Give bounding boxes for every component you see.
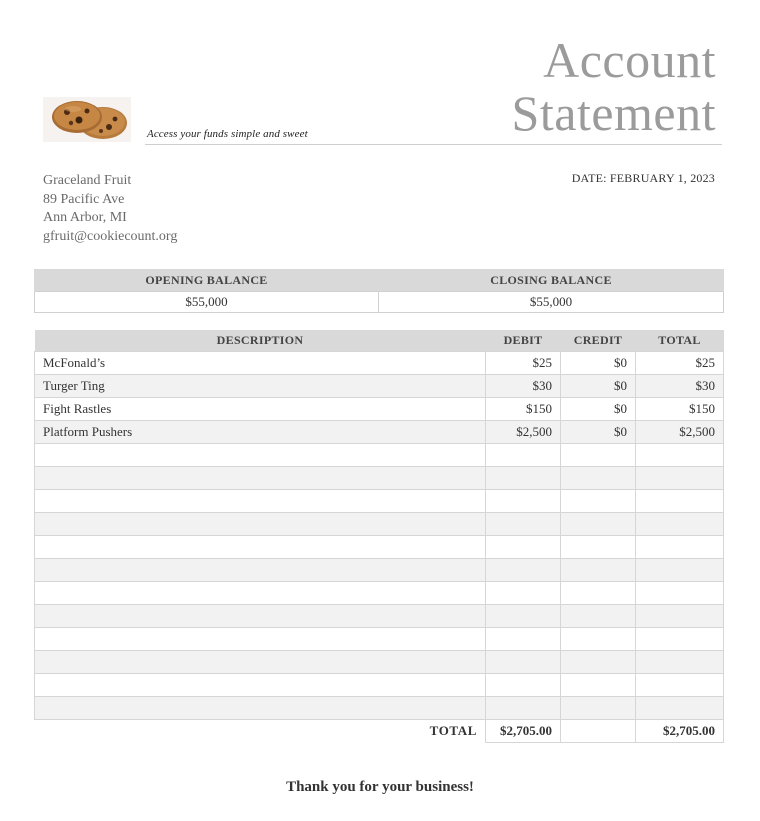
table-row: [35, 605, 724, 628]
row-total: [636, 651, 724, 674]
table-row: [35, 375, 724, 398]
page-title-line2: Statement: [511, 85, 716, 141]
customer-email: gfruit@cookiecount.org: [43, 229, 178, 245]
row-debit: [486, 536, 561, 559]
row-debit: $150: [486, 398, 561, 421]
row-description: Fight Rastles: [35, 398, 486, 421]
row-description: [35, 674, 486, 697]
row-debit: [486, 444, 561, 467]
row-description: [35, 513, 486, 536]
table-row: [35, 467, 724, 490]
row-total: $25: [636, 352, 724, 375]
statement-date: DATE: FEBRUARY 1, 2023: [571, 171, 715, 185]
column-header-total: TOTAL: [636, 330, 724, 352]
row-credit: $0: [561, 398, 636, 421]
row-credit: [561, 467, 636, 490]
row-total: [636, 559, 724, 582]
row-description: [35, 605, 486, 628]
row-description: Platform Pushers: [35, 421, 486, 444]
page-title: [512, 34, 716, 140]
table-row: [35, 444, 724, 467]
totals-row: [35, 720, 724, 743]
row-credit: [561, 628, 636, 651]
row-description: [35, 467, 486, 490]
row-total: [636, 628, 724, 651]
row-debit: [486, 490, 561, 513]
row-description: [35, 651, 486, 674]
row-debit: [486, 674, 561, 697]
row-credit: [561, 444, 636, 467]
table-row: [35, 651, 724, 674]
table-row: [35, 490, 724, 513]
table-row: [35, 628, 724, 651]
row-description: [35, 582, 486, 605]
row-description: [35, 697, 486, 720]
row-total: $150: [636, 398, 724, 421]
column-header-description: DESCRIPTION: [35, 330, 486, 352]
row-total: [636, 467, 724, 490]
row-credit: $0: [561, 375, 636, 398]
table-row: [35, 352, 724, 375]
customer-address: [43, 172, 177, 247]
row-total: [636, 674, 724, 697]
row-total: [636, 513, 724, 536]
row-total: [636, 605, 724, 628]
row-credit: [561, 605, 636, 628]
tagline: Access your funds simple and sweet: [147, 128, 308, 140]
cookies-logo-icon: [43, 97, 131, 142]
table-row: [35, 421, 724, 444]
row-debit: [486, 605, 561, 628]
row-debit: $25: [486, 352, 561, 375]
opening-balance-header: OPENING BALANCE: [35, 269, 379, 292]
row-credit: [561, 651, 636, 674]
row-total: $2,500: [636, 421, 724, 444]
column-header-credit: CREDIT: [561, 330, 636, 352]
table-row: [35, 398, 724, 421]
row-credit: [561, 559, 636, 582]
row-credit: [561, 513, 636, 536]
row-debit: $30: [486, 375, 561, 398]
row-credit: $0: [561, 421, 636, 444]
row-total: [636, 582, 724, 605]
customer-city: Ann Arbor, MI: [43, 210, 127, 226]
transactions-body: [35, 352, 724, 720]
row-description: [35, 628, 486, 651]
row-debit: [486, 513, 561, 536]
row-total: [636, 490, 724, 513]
closing-balance-header: CLOSING BALANCE: [379, 269, 724, 292]
row-description: Turger Ting: [35, 375, 486, 398]
total-total: $2,705.00: [636, 720, 724, 743]
row-credit: [561, 536, 636, 559]
row-total: [636, 697, 724, 720]
row-debit: [486, 651, 561, 674]
row-total: [636, 536, 724, 559]
row-credit: [561, 697, 636, 720]
row-total: $30: [636, 375, 724, 398]
table-row: [35, 697, 724, 720]
header-divider: [145, 144, 722, 145]
row-description: McFonald’s: [35, 352, 486, 375]
table-row: [35, 559, 724, 582]
thank-you-message: Thank you for your business!: [286, 779, 474, 795]
total-debit: $2,705.00: [486, 720, 561, 743]
cookies-logo-svg: [43, 97, 131, 142]
row-description: [35, 490, 486, 513]
page-title-line1: Account: [543, 32, 716, 88]
row-debit: [486, 628, 561, 651]
customer-street: 89 Pacific Ave: [43, 191, 125, 207]
row-description: [35, 536, 486, 559]
row-debit: [486, 559, 561, 582]
row-total: [636, 444, 724, 467]
row-credit: $0: [561, 352, 636, 375]
balance-table: [34, 269, 724, 313]
row-debit: [486, 582, 561, 605]
row-debit: [486, 697, 561, 720]
customer-name: Graceland Fruit: [43, 173, 132, 188]
opening-balance-value: $55,000: [35, 292, 379, 313]
row-description: [35, 559, 486, 582]
table-row: [35, 674, 724, 697]
row-credit: [561, 582, 636, 605]
table-row: [35, 582, 724, 605]
column-header-debit: DEBIT: [486, 330, 561, 352]
row-credit: [561, 490, 636, 513]
row-credit: [561, 674, 636, 697]
transactions-table: [34, 330, 724, 743]
table-row: [35, 513, 724, 536]
row-debit: $2,500: [486, 421, 561, 444]
table-row: [35, 536, 724, 559]
total-credit: [561, 720, 636, 743]
row-description: [35, 444, 486, 467]
total-label: TOTAL: [35, 720, 486, 743]
closing-balance-value: $55,000: [379, 292, 724, 313]
row-debit: [486, 467, 561, 490]
